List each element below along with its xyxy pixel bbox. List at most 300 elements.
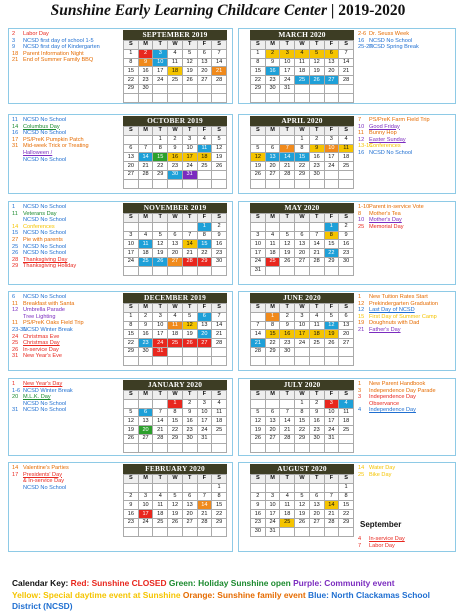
event-text: NCSD No School <box>23 250 67 257</box>
event-text: Umbrella Parade <box>23 307 65 314</box>
weekday-label: M <box>265 304 280 313</box>
weekday-label: T <box>309 475 324 484</box>
event-date: 13-16 <box>358 143 373 150</box>
day-cell: 5 <box>251 408 266 417</box>
event-item <box>12 353 120 360</box>
week-row <box>251 162 354 171</box>
day-cell <box>138 483 153 492</box>
day-cell: 14 <box>280 417 295 426</box>
key-segment: Yellow: Special daytime event at Sunshine <box>12 590 181 600</box>
day-cell: 11 <box>295 58 310 67</box>
event-text: NCSD No School <box>23 407 67 414</box>
weekday-label: S <box>339 304 354 313</box>
day-cell <box>251 312 266 321</box>
event-item <box>12 301 120 308</box>
day-cell: 3 <box>153 49 168 58</box>
day-cell <box>138 356 153 365</box>
day-cell <box>251 179 266 188</box>
event-text: PS/PreK Pumpkin Patch <box>23 136 84 143</box>
day-cell: 26 <box>124 434 139 443</box>
week-row <box>124 339 227 348</box>
day-cell: 14 <box>251 330 266 339</box>
event-item <box>358 536 455 543</box>
day-cell: 30 <box>339 257 354 266</box>
day-cell: 4 <box>339 399 354 408</box>
event-item <box>12 327 120 334</box>
week-row <box>124 518 227 527</box>
event-item <box>358 388 455 395</box>
event-date: 14 <box>12 223 19 230</box>
week-row <box>124 76 227 85</box>
week-row <box>251 179 354 188</box>
day-cell: 10 <box>295 321 310 330</box>
day-cell: 19 <box>295 510 310 519</box>
day-cell: 16 <box>138 67 153 76</box>
day-cell <box>197 443 212 452</box>
week-row <box>124 222 227 231</box>
day-cell: 5 <box>309 49 324 58</box>
day-cell <box>324 179 339 188</box>
day-cell: 13 <box>197 58 212 67</box>
event-item <box>12 401 120 408</box>
key-segment: Green: Holiday Sunshine open <box>166 578 291 588</box>
day-cell: 27 <box>295 257 310 266</box>
day-cell: 11 <box>168 58 183 67</box>
day-cell: 31 <box>197 434 212 443</box>
day-cell: 29 <box>295 170 310 179</box>
day-cell: 2 <box>138 312 153 321</box>
month-header: AUGUST 2020 <box>250 464 354 474</box>
event-text: Conferences <box>23 223 55 230</box>
event-date: 18 <box>12 50 19 57</box>
day-cell: 20 <box>324 67 339 76</box>
key-segment: Orange: Sunshine family event <box>180 590 306 600</box>
event-date: 3 <box>358 387 362 394</box>
month-header: DECEMBER 2019 <box>123 293 227 303</box>
day-cell: 24 <box>153 76 168 85</box>
day-cell <box>339 356 354 365</box>
day-cell: 30 <box>182 434 197 443</box>
event-text: NCSD No School <box>23 217 67 224</box>
event-date <box>12 314 23 321</box>
day-cell: 23 <box>280 339 295 348</box>
day-cell: 22 <box>265 339 280 348</box>
day-cell: 10 <box>153 58 168 67</box>
day-cell: 15 <box>295 153 310 162</box>
day-cell: 2 <box>265 49 280 58</box>
week-row <box>124 417 227 426</box>
day-cell: 5 <box>182 49 197 58</box>
day-cell: 13 <box>138 417 153 426</box>
day-cell: 3 <box>182 135 197 144</box>
weekday-label: S <box>124 41 139 50</box>
day-cell: 28 <box>280 434 295 443</box>
day-cell: 28 <box>182 257 197 266</box>
day-cell: 26 <box>251 170 266 179</box>
day-cell: 2 <box>124 492 139 501</box>
month-calendar-mar <box>250 30 354 103</box>
weekday-label: T <box>153 41 168 50</box>
event-date: 12 <box>12 307 19 314</box>
day-cell: 23 <box>309 426 324 435</box>
day-cell: 7 <box>197 492 212 501</box>
day-cell <box>212 434 227 443</box>
day-cell <box>280 399 295 408</box>
day-cell: 13 <box>265 153 280 162</box>
day-cell: 30 <box>212 257 227 266</box>
day-cell: 8 <box>265 321 280 330</box>
day-cell <box>182 93 197 102</box>
event-date: 24 <box>12 333 19 340</box>
day-cell: 11 <box>265 240 280 249</box>
day-cell: 28 <box>153 434 168 443</box>
day-cell: 15 <box>153 153 168 162</box>
day-cell: 1 <box>339 483 354 492</box>
event-text: In-service Day <box>23 346 59 353</box>
event-text: New Tuition Rates Start <box>369 294 428 300</box>
day-cell: 21 <box>212 67 227 76</box>
month-grid <box>123 474 227 537</box>
day-cell <box>309 222 324 231</box>
day-cell <box>265 356 280 365</box>
event-text: Breakfast with Santa <box>23 300 75 307</box>
event-date <box>12 478 23 485</box>
week-row <box>124 501 227 510</box>
day-cell: 26 <box>280 257 295 266</box>
week-row <box>124 330 227 339</box>
week-row <box>251 67 354 76</box>
event-item <box>12 237 120 244</box>
event-text: PS/PreK Oaks Field Trip <box>23 320 84 327</box>
title-year: 2019-2020 <box>338 2 406 19</box>
week-row <box>251 417 354 426</box>
week-row <box>251 49 354 58</box>
day-cell: 16 <box>309 417 324 426</box>
week-row <box>124 49 227 58</box>
day-cell: 4 <box>339 135 354 144</box>
week-row <box>251 518 354 527</box>
weekday-label: S <box>124 127 139 136</box>
day-cell <box>309 356 324 365</box>
day-cell: 20 <box>295 249 310 258</box>
day-cell: 11 <box>280 501 295 510</box>
weekday-label: W <box>168 127 183 136</box>
weekday-label: T <box>182 304 197 313</box>
day-cell: 1 <box>124 312 139 321</box>
event-date: 21 <box>358 326 365 333</box>
day-cell <box>124 527 139 536</box>
event-text: New Year's Day <box>23 381 63 387</box>
day-cell: 16 <box>124 510 139 519</box>
day-cell: 7 <box>280 408 295 417</box>
day-cell: 5 <box>182 312 197 321</box>
week-row <box>124 492 227 501</box>
weekday-label: M <box>265 41 280 50</box>
day-cell: 27 <box>339 339 354 348</box>
day-cell: 15 <box>124 67 139 76</box>
day-cell: 31 <box>265 527 280 536</box>
week-row <box>251 312 354 321</box>
weekday-label: F <box>197 41 212 50</box>
weekday-label: F <box>197 214 212 223</box>
day-cell <box>212 443 227 452</box>
event-item <box>358 294 455 301</box>
day-cell: 22 <box>324 249 339 258</box>
day-cell: 7 <box>212 312 227 321</box>
week-row <box>251 501 354 510</box>
day-cell: 31 <box>280 84 295 93</box>
event-text: Columbus Day <box>23 123 60 130</box>
event-text: Water Day <box>369 465 396 471</box>
day-cell: 26 <box>324 339 339 348</box>
weekday-label: M <box>265 214 280 223</box>
day-cell <box>124 93 139 102</box>
day-cell: 19 <box>168 510 183 519</box>
day-cell: 8 <box>168 408 183 417</box>
day-cell: 26 <box>251 434 266 443</box>
weekday-label: T <box>182 475 197 484</box>
month-grid <box>250 390 354 453</box>
day-cell: 17 <box>280 67 295 76</box>
day-cell: 18 <box>339 417 354 426</box>
event-text: Parent Information Night <box>23 50 84 57</box>
event-item <box>358 543 455 550</box>
weekday-label: M <box>138 475 153 484</box>
day-cell: 29 <box>251 84 266 93</box>
event-item <box>358 137 455 144</box>
weekday-label: S <box>124 475 139 484</box>
day-cell: 9 <box>309 144 324 153</box>
day-cell <box>280 179 295 188</box>
month-grid <box>250 40 354 103</box>
day-cell <box>212 93 227 102</box>
day-cell <box>324 170 339 179</box>
day-cell: 23 <box>251 518 266 527</box>
event-text: New Year's Eve <box>23 353 63 360</box>
event-text: Conferences <box>369 143 401 150</box>
week-row <box>251 492 354 501</box>
event-text: Bike Day <box>369 471 392 478</box>
month-grid <box>123 390 227 453</box>
month-grid <box>250 126 354 189</box>
event-date: 31 <box>12 407 19 414</box>
day-cell <box>324 347 339 356</box>
day-cell <box>124 443 139 452</box>
day-cell: 4 <box>168 312 183 321</box>
event-text: NCSD No School <box>369 37 413 44</box>
day-cell: 18 <box>138 249 153 258</box>
week-row <box>251 527 354 536</box>
event-date: 4 <box>358 536 362 542</box>
day-cell: 29 <box>197 257 212 266</box>
day-cell: 8 <box>295 144 310 153</box>
week-row <box>124 356 227 365</box>
day-cell: 23 <box>309 162 324 171</box>
day-cell <box>212 266 227 275</box>
calendar-key-line-3 <box>12 601 73 611</box>
day-cell: 9 <box>251 501 266 510</box>
day-cell: 17 <box>324 417 339 426</box>
month-header: JUNE 2020 <box>250 293 354 303</box>
day-cell: 15 <box>251 67 266 76</box>
day-cell: 15 <box>168 417 183 426</box>
day-cell <box>251 93 266 102</box>
day-cell: 21 <box>153 426 168 435</box>
event-text: NCSD Winter Break <box>23 326 73 333</box>
day-cell: 14 <box>339 58 354 67</box>
day-cell: 19 <box>212 153 227 162</box>
event-date: 16 <box>12 130 19 137</box>
day-cell: 31 <box>182 170 197 179</box>
day-cell: 30 <box>309 434 324 443</box>
event-text: Mother's Day <box>369 217 402 224</box>
day-cell: 26 <box>212 162 227 171</box>
day-cell <box>197 84 212 93</box>
day-cell <box>280 266 295 275</box>
day-cell: 3 <box>295 312 310 321</box>
day-cell: 5 <box>295 492 310 501</box>
event-date: 1 <box>12 204 16 210</box>
day-cell: 16 <box>251 510 266 519</box>
key-segment: Blue: North Clackamas School <box>305 590 430 600</box>
weekday-label: T <box>182 214 197 223</box>
day-cell <box>295 347 310 356</box>
day-cell: 23 <box>138 339 153 348</box>
weekday-label: W <box>168 304 183 313</box>
weekday-label: M <box>138 304 153 313</box>
weekday-label: S <box>251 127 266 136</box>
weekday-label: F <box>324 391 339 400</box>
event-text: Thanksgiving Day <box>23 256 68 263</box>
day-cell: 4 <box>295 49 310 58</box>
event-item <box>12 250 120 257</box>
day-cell <box>309 483 324 492</box>
day-cell: 1 <box>168 399 183 408</box>
weekday-label: W <box>295 214 310 223</box>
month-header: OCTOBER 2019 <box>123 116 227 126</box>
day-cell: 30 <box>251 527 266 536</box>
day-cell: 21 <box>197 510 212 519</box>
week-row <box>251 443 354 452</box>
day-cell: 6 <box>324 49 339 58</box>
event-item <box>12 57 120 64</box>
weekday-label: S <box>251 391 266 400</box>
event-item <box>12 334 120 341</box>
day-cell: 19 <box>153 249 168 258</box>
weekday-label: S <box>124 214 139 223</box>
day-cell: 6 <box>197 312 212 321</box>
day-cell <box>138 266 153 275</box>
day-cell <box>182 347 197 356</box>
event-date: 1-10 <box>358 204 370 210</box>
day-cell <box>124 483 139 492</box>
day-cell: 12 <box>124 417 139 426</box>
day-cell: 20 <box>309 510 324 519</box>
event-text: NCSD No School <box>23 400 67 407</box>
day-cell <box>309 93 324 102</box>
weekday-label: F <box>324 304 339 313</box>
day-cell: 6 <box>295 231 310 240</box>
day-cell: 13 <box>309 501 324 510</box>
event-item <box>12 320 120 327</box>
day-cell: 10 <box>153 321 168 330</box>
day-cell: 22 <box>339 510 354 519</box>
day-cell: 29 <box>153 170 168 179</box>
day-cell: 26 <box>153 257 168 266</box>
day-cell: 28 <box>212 339 227 348</box>
day-cell: 12 <box>182 321 197 330</box>
day-cell: 7 <box>324 492 339 501</box>
day-cell: 28 <box>309 257 324 266</box>
week-row <box>124 257 227 266</box>
event-text: Labor Day <box>369 542 395 549</box>
week-row <box>124 84 227 93</box>
weekday-label: M <box>138 41 153 50</box>
day-cell <box>153 443 168 452</box>
day-cell: 22 <box>295 162 310 171</box>
event-date: 20 <box>12 394 19 401</box>
day-cell <box>153 483 168 492</box>
event-item <box>358 307 455 314</box>
day-cell: 21 <box>339 67 354 76</box>
event-text: NCSD first day of Kindergarten <box>23 44 100 51</box>
day-cell <box>182 179 197 188</box>
weekday-row <box>251 214 354 223</box>
month-calendar-jun <box>250 293 354 366</box>
day-cell <box>197 356 212 365</box>
day-cell: 11 <box>339 144 354 153</box>
day-cell <box>280 222 295 231</box>
weekday-label: T <box>153 127 168 136</box>
event-item <box>12 381 120 388</box>
event-text: NCSD No School <box>23 204 67 210</box>
day-cell <box>295 84 310 93</box>
weekday-label: T <box>309 41 324 50</box>
day-cell: 20 <box>182 510 197 519</box>
day-cell <box>309 443 324 452</box>
event-text: & In-service Day <box>23 478 65 485</box>
day-cell: 16 <box>309 153 324 162</box>
day-cell <box>339 93 354 102</box>
event-date: 16 <box>358 37 365 44</box>
day-cell <box>324 527 339 536</box>
day-cell: 24 <box>251 257 266 266</box>
event-date <box>12 150 23 157</box>
event-date: 6 <box>12 294 16 300</box>
day-cell: 24 <box>197 426 212 435</box>
event-item <box>358 472 455 479</box>
weekday-label: F <box>197 304 212 313</box>
day-cell: 5 <box>168 492 183 501</box>
weekday-label: S <box>339 391 354 400</box>
day-cell: 18 <box>168 330 183 339</box>
day-cell: 15 <box>265 330 280 339</box>
event-item <box>12 314 120 321</box>
day-cell <box>124 179 139 188</box>
day-cell: 21 <box>280 426 295 435</box>
day-cell <box>295 356 310 365</box>
day-cell: 26 <box>182 76 197 85</box>
day-cell: 11 <box>197 144 212 153</box>
month-grid <box>123 40 227 103</box>
event-text: Mid-week Trick or Treating <box>23 143 89 150</box>
day-cell <box>280 356 295 365</box>
day-cell <box>168 347 183 356</box>
month-header: MAY 2020 <box>250 203 354 213</box>
day-cell <box>153 179 168 188</box>
event-text: NCSD Spring Break <box>369 44 419 51</box>
day-cell: 9 <box>280 321 295 330</box>
